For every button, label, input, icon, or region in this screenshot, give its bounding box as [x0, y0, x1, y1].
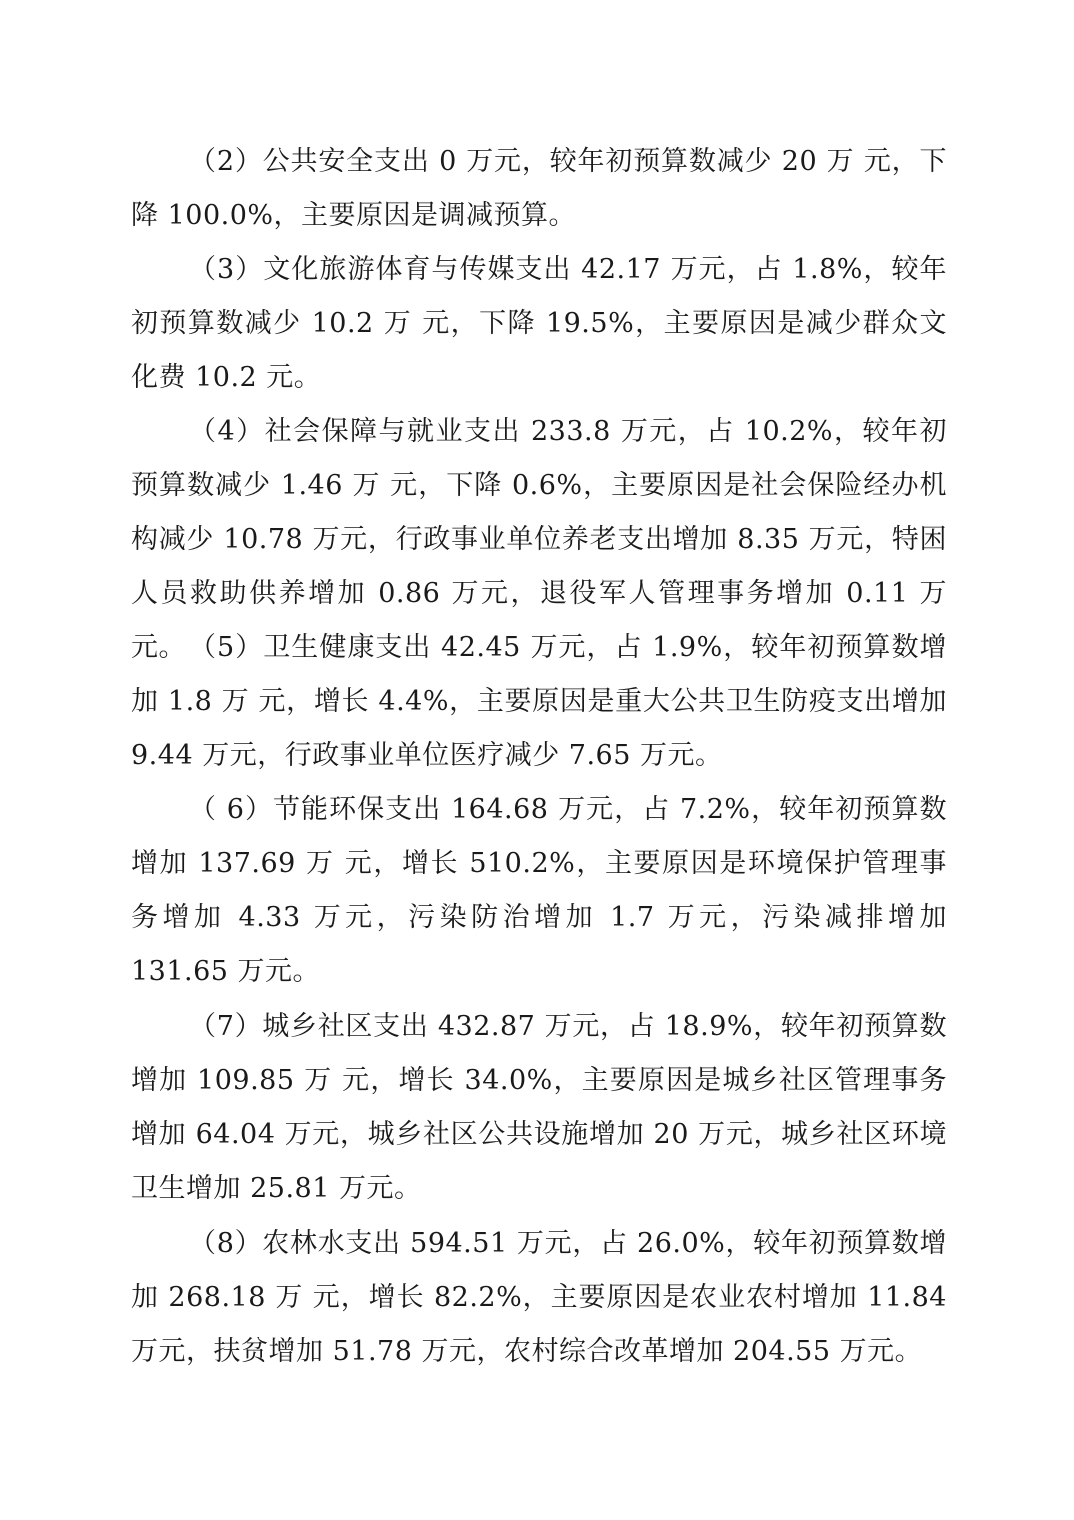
- paragraph-urban-rural-community: （7）城乡社区支出 432.87 万元，占 18.9%，较年初预算数增加 109.85 万 元，增长 34.0%，主要原因是城乡社区管理事务增加 64.04 万元，城乡社区公共设施增加 20 万元，城乡社区环境卫生增加 25.81 万元。: [131, 1011, 947, 1204]
- paragraph-culture-tourism-sports-media: （3）文化旅游体育与传媒支出 42.17 万元，占 1.8%，较年初预算数减少 10.2 万 元，下降 19.5%，主要原因是减少群众文化费 10.2 元。: [131, 254, 947, 393]
- paragraph-social-security-employment: （4）社会保障与就业支出 233.8 万元，占 10.2%，较年初预算数减少 1.46 万 元，下降 0.6%，主要原因是社会保险经办机构减少 10.78 万元，行政事业单位养老支出增加 8.35 万元，特困人员救助供养增加 0.86 万元，退役军人管理事务增加 0.11 万元。: [131, 416, 947, 663]
- paragraph-energy-environment: （ 6）节能环保支出 164.68 万元，占 7.2%，较年初预算数增加 137.69 万 元，增长 510.2%，主要原因是环境保护管理事务增加 4.33 万元，污染防治增加 1.7 万元，污染减排增加 131.65 万元。: [131, 794, 947, 987]
- paragraph-public-security: （2）公共安全支出 0 万元，较年初预算数减少 20 万 元，下降 100.0%，主要原因是调减预算。: [131, 146, 947, 231]
- paragraph-agriculture-forestry-water: （8）农林水支出 594.51 万元，占 26.0%，较年初预算数增加 268.18 万 元，增长 82.2%，主要原因是农业农村增加 11.84 万元，扶贫增加 51.78 万元，农村综合改革增加 204.55 万元。: [131, 1228, 947, 1367]
- paragraph-health: （5）卫生健康支出 42.45 万元，占 1.9%，较年初预算数增加 1.8 万 元，增长 4.4%，主要原因是重大公共卫生防疫支出增加 9.44 万元，行政事业单位医疗减少 7.65 万元。: [131, 632, 947, 771]
